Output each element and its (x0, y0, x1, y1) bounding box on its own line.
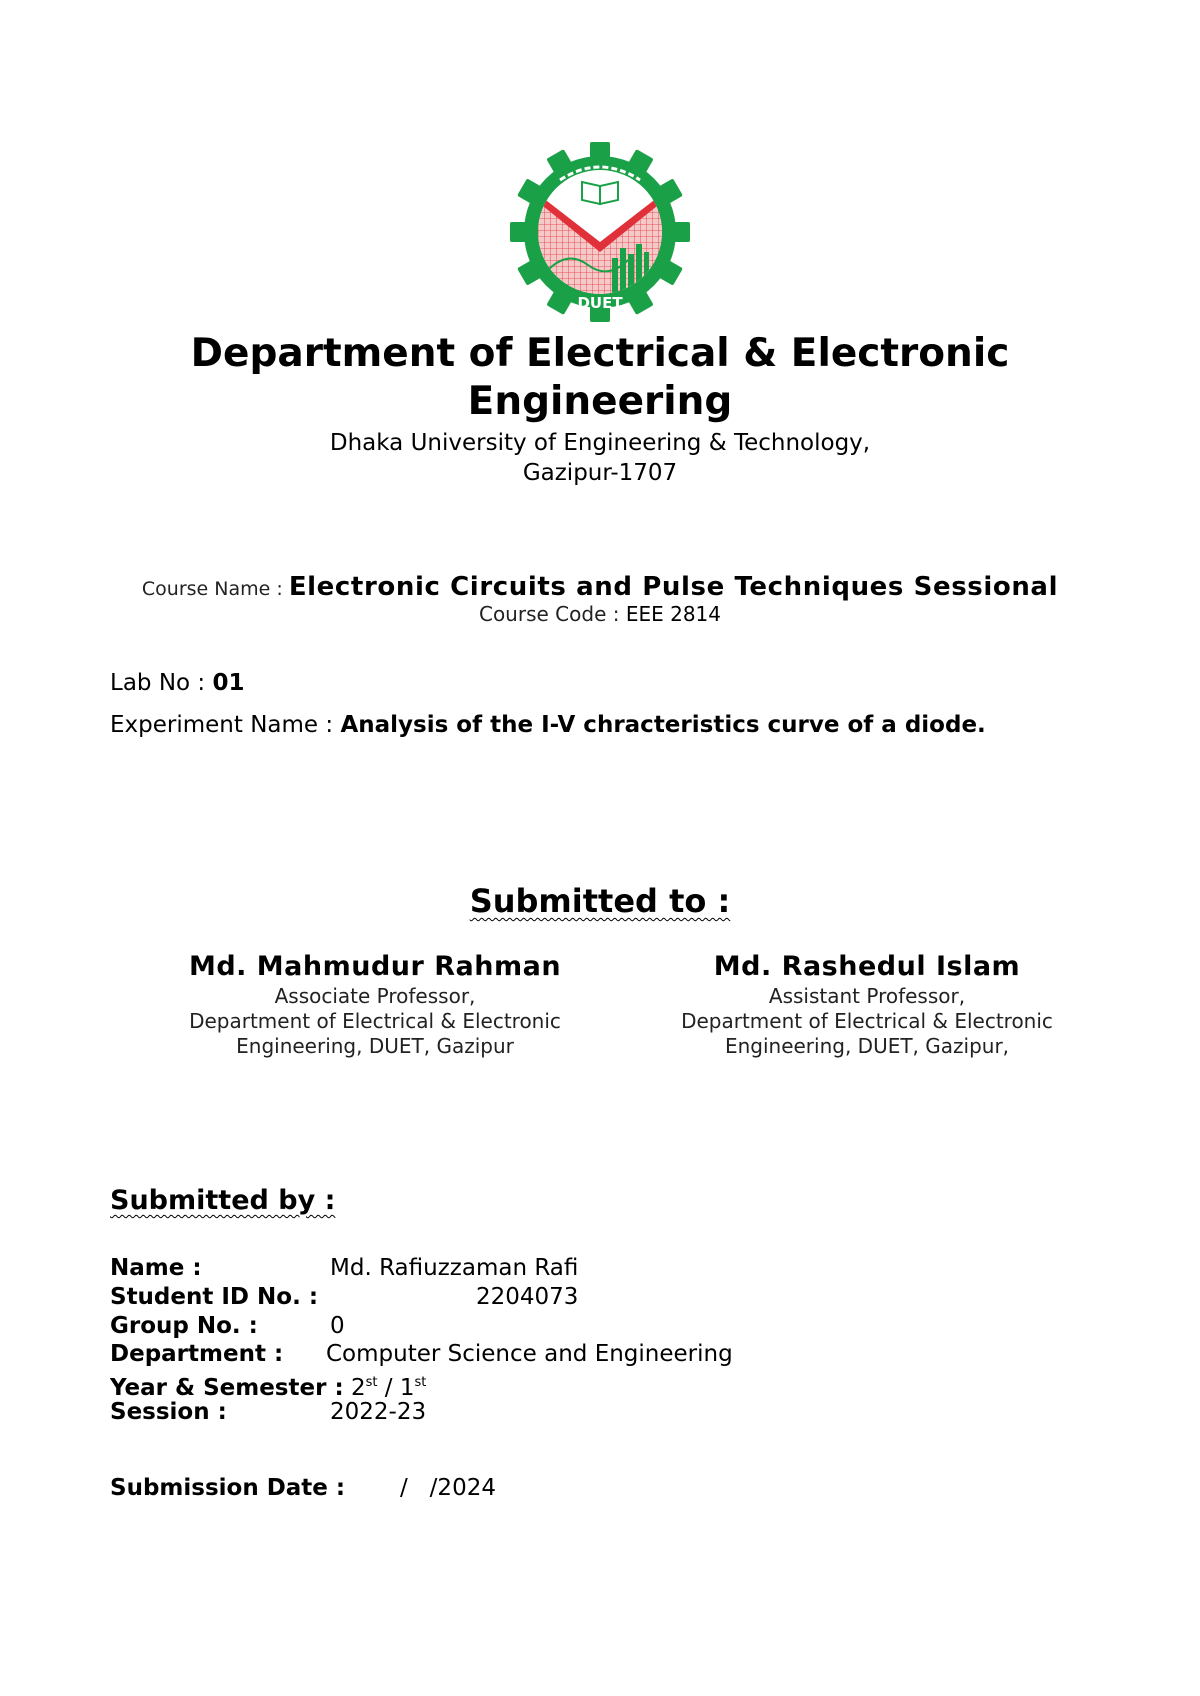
student-name: Md. Rafiuzzaman Rafi (330, 1255, 579, 1281)
teacher-designation: Assistant Professor, (768, 984, 966, 1008)
experiment-line (110, 712, 986, 738)
teacher-designation: Associate Professor, (274, 984, 476, 1008)
department-title: Department of Electrical & Electronic Engineering (190, 331, 1010, 424)
university-location: Gazipur-1707 (522, 460, 678, 486)
student-department: Computer Science and Engineering (326, 1341, 733, 1367)
course-name-line (0, 572, 1200, 602)
teacher-department-cont: Engineering, DUET, Gazipur (236, 1034, 514, 1058)
teacher-department-cont: Engineering, DUET, Gazipur, (724, 1034, 1010, 1058)
submitted-to-heading: Submitted to : (469, 882, 731, 920)
duet-logo (508, 140, 692, 324)
experiment-label: Experiment Name : (110, 712, 341, 738)
submission-date: / /2024 (400, 1475, 496, 1501)
group-label: Group No. : (110, 1313, 258, 1339)
semester-value: 1 (399, 1375, 415, 1401)
submitted-by-heading: Submitted by : (110, 1185, 336, 1216)
course-code: EEE 2814 (625, 602, 721, 626)
teacher-department: Department of Electrical & Electronic (189, 1009, 561, 1033)
student-id: 2204073 (476, 1284, 579, 1310)
student-id-label: Student ID No. : (110, 1284, 319, 1310)
experiment-name: Analysis of the I-V chracteristics curve of a diode. (340, 712, 986, 738)
course-code-line (0, 602, 1200, 626)
teacher-card (632, 950, 1102, 1059)
course-code-label: Course Code : (478, 602, 626, 626)
session-row (110, 1398, 810, 1426)
submission-date-row (110, 1474, 810, 1502)
student-name-row (110, 1254, 810, 1282)
teacher-name: Md. Rashedul Islam (713, 951, 1021, 982)
session-value: 2022-23 (330, 1399, 427, 1425)
teacher-card (140, 950, 610, 1059)
year-semester-label: Year & Semester : (110, 1375, 344, 1401)
year-value: 2 (350, 1375, 366, 1401)
lab-number-line (110, 670, 244, 696)
year-suffix: st (365, 1375, 378, 1390)
group-number: 0 (330, 1313, 345, 1339)
year-separator: / (377, 1375, 400, 1401)
student-name-label: Name : (110, 1255, 202, 1281)
university-name: Dhaka University of Engineering & Technology, (329, 430, 871, 456)
lab-number: 01 (212, 670, 245, 696)
course-name: Electronic Circuits and Pulse Techniques Sessional (288, 572, 1059, 602)
lab-number-label: Lab No : (110, 670, 213, 696)
svg-text:DUET: DUET (577, 294, 623, 312)
department-label: Department : (110, 1341, 284, 1367)
session-label: Session : (110, 1399, 227, 1425)
submission-date-label: Submission Date : (110, 1475, 346, 1501)
teacher-name: Md. Mahmudur Rahman (188, 951, 562, 982)
semester-suffix: st (414, 1375, 427, 1390)
university-address (150, 428, 1050, 488)
group-row (110, 1312, 810, 1340)
course-name-label: Course Name : (141, 578, 289, 600)
department-row (110, 1340, 810, 1368)
teacher-department: Department of Electrical & Electronic (681, 1009, 1053, 1033)
student-id-row (110, 1283, 810, 1311)
